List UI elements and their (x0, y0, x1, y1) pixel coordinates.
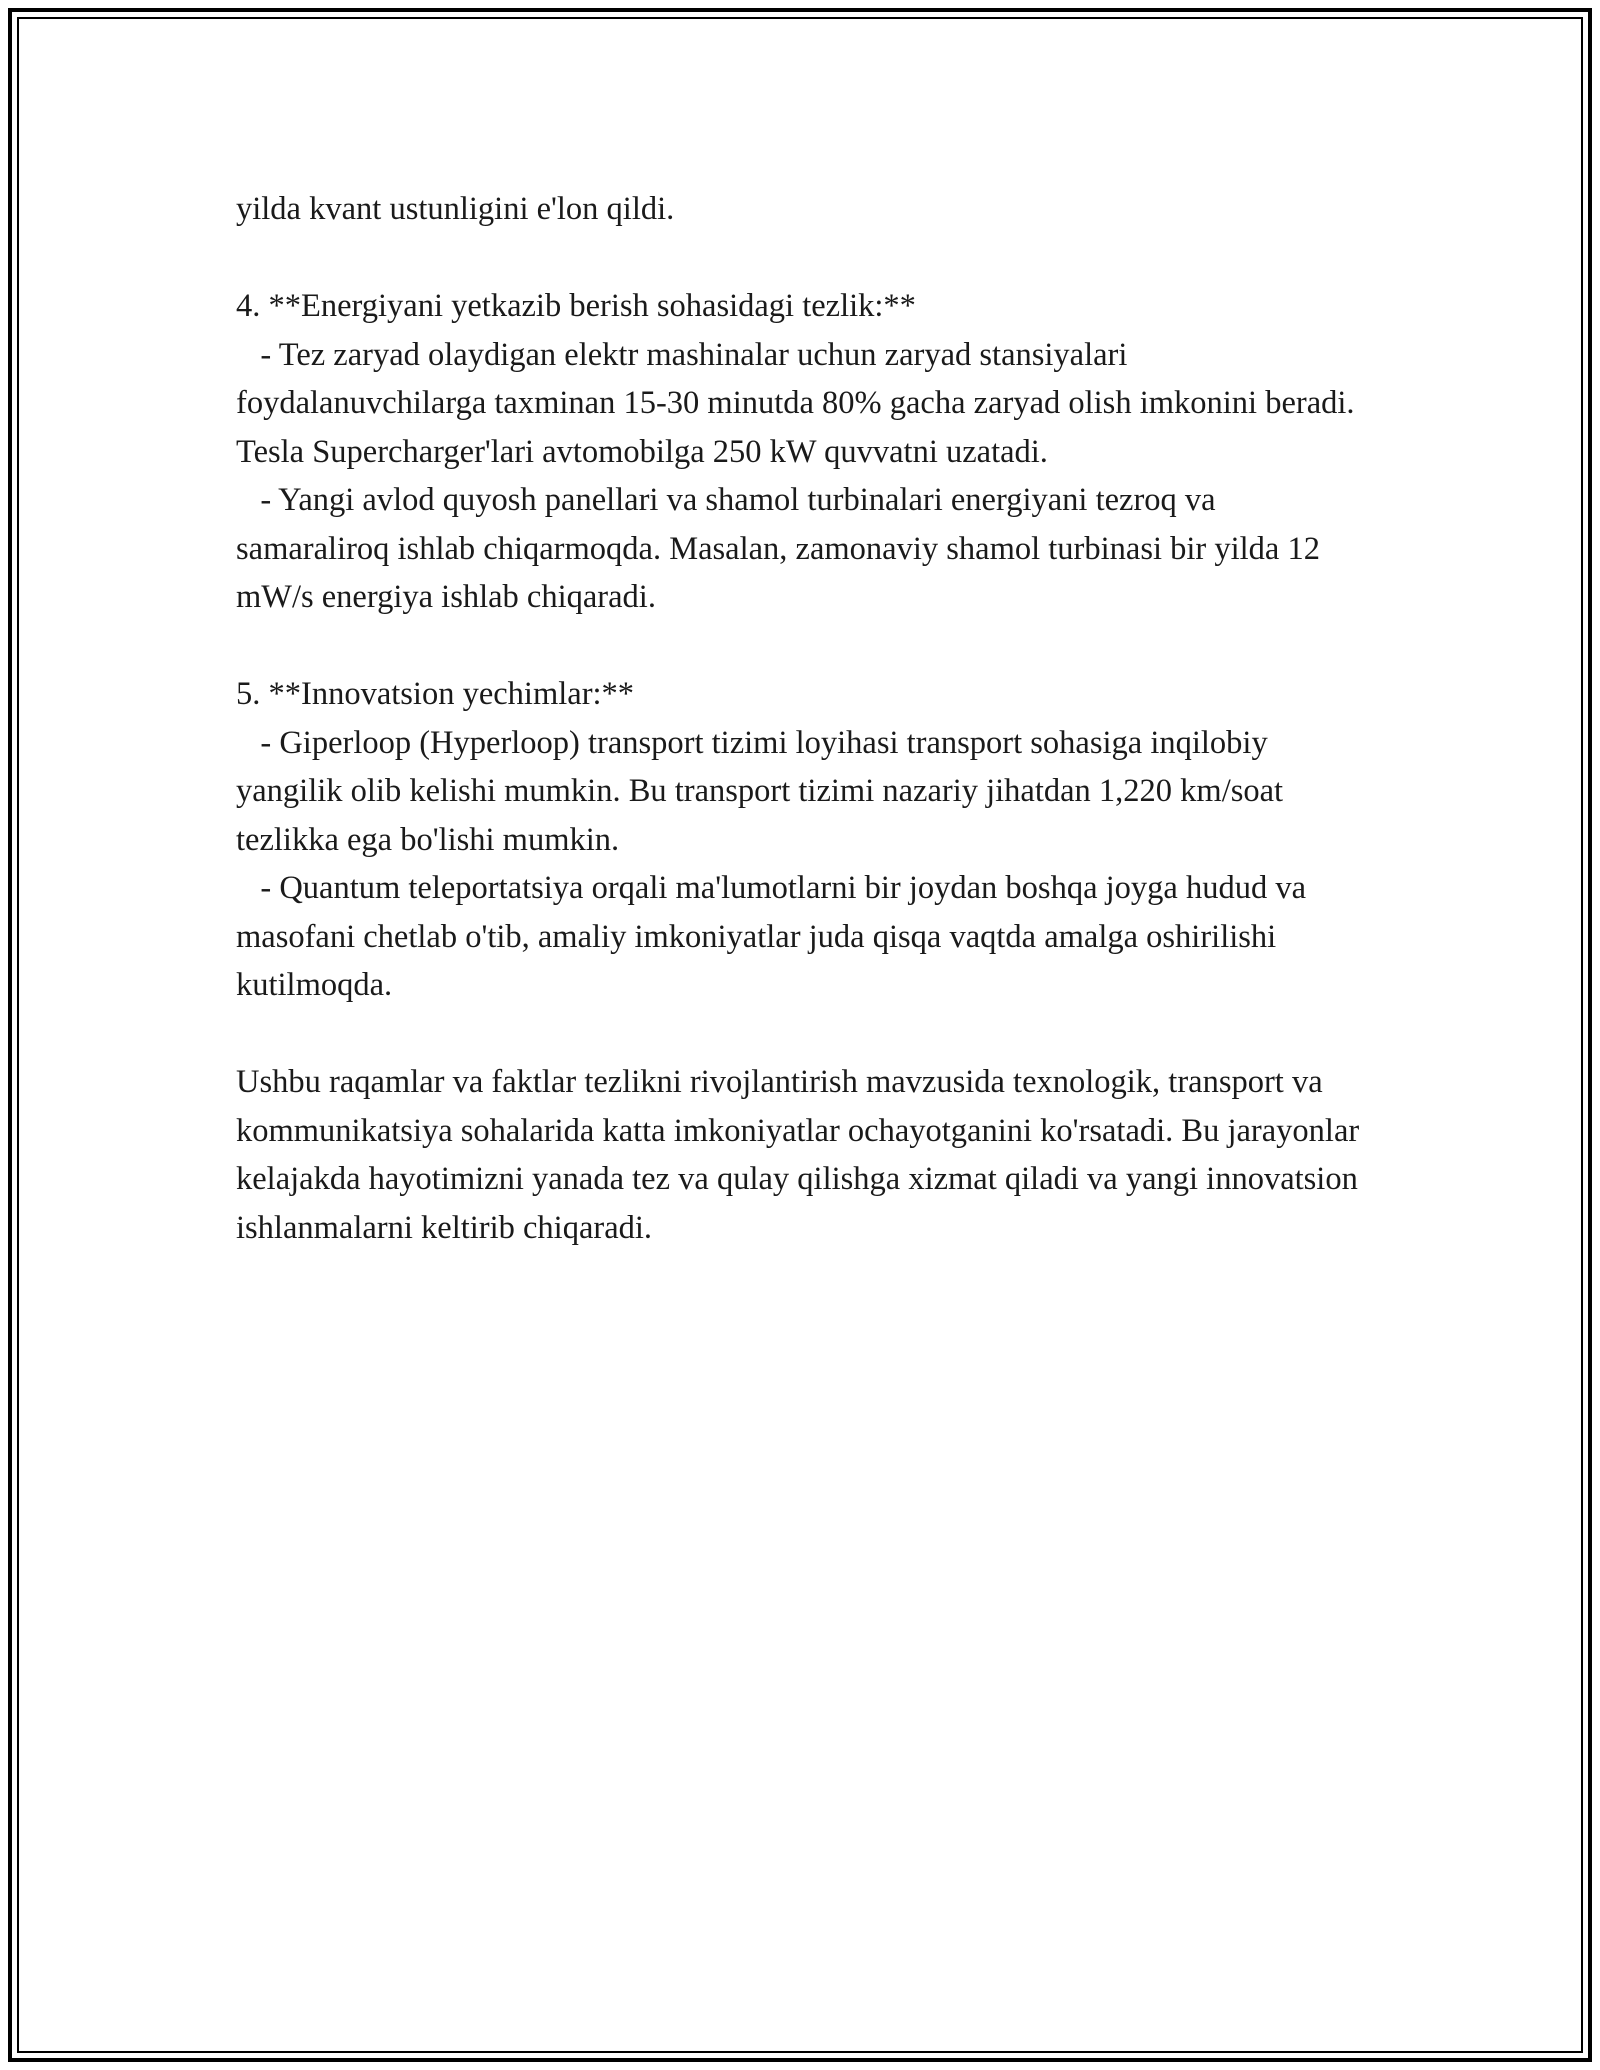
paragraph-gap (236, 622, 1376, 671)
paragraph-gap (236, 1010, 1376, 1059)
section-5-bullet-hyperloop: - Giperloop (Hyperloop) transport tizimi loyihasi transport sohasiga inqilobiy yangilik olib kelishi mumkin. Bu transport tizimi nazariy jihatdan 1,220 km/soat tezlikka ega bo'lishi mumkin. (236, 724, 1292, 858)
document-body (236, 185, 1376, 1252)
section-4-heading: 4. **Energiyani yetkazib berish sohasidagi tezlik:** (236, 288, 916, 324)
section-4-bullet-charging: - Tez zaryad olaydigan elektr mashinalar uchun zaryad stansiyalari foydalanuvchilarga taxminan 15-30 minutda 80% gacha zaryad olish imkonini beradi. Tesla Supercharger'lari avtomobilga 250 kW quvvatni uzatadi. (236, 336, 1363, 470)
conclusion-paragraph: Ushbu raqamlar va faktlar tezlikni rivojlantirish mavzusida texnologik, transport va kommunikatsiya sohalarida katta imkoniyatlar ochayotganini ko'rsatadi. Bu jarayonlar kelajakda hayotimizni yanada tez va qulay qilishga xizmat qiladi va yangi innovatsion ishlanmalarni keltirib chiqaradi. (236, 1064, 1368, 1246)
section-4-bullet-renewables: - Yangi avlod quyosh panellari va shamol turbinalari energiyani tezroq va samaraliroq ishlab chiqarmoqda. Masalan, zamonaviy shamol turbinasi bir yilda 12 mW/s energiya ishlab chiqaradi. (236, 482, 1329, 615)
paragraph-gap (236, 234, 1376, 283)
section-5-heading: 5. **Innovatsion yechimlar:** (236, 676, 635, 712)
opening-line: yilda kvant ustunligini e'lon qildi. (236, 191, 675, 227)
section-5-bullet-quantum: - Quantum teleportatsiya orqali ma'lumotlarni bir joydan boshqa joyga hudud va masofani chetlab o'tib, amaliy imkoniyatlar juda qisqa vaqtda amalga oshirilishi kutilmoqda. (236, 870, 1315, 1003)
